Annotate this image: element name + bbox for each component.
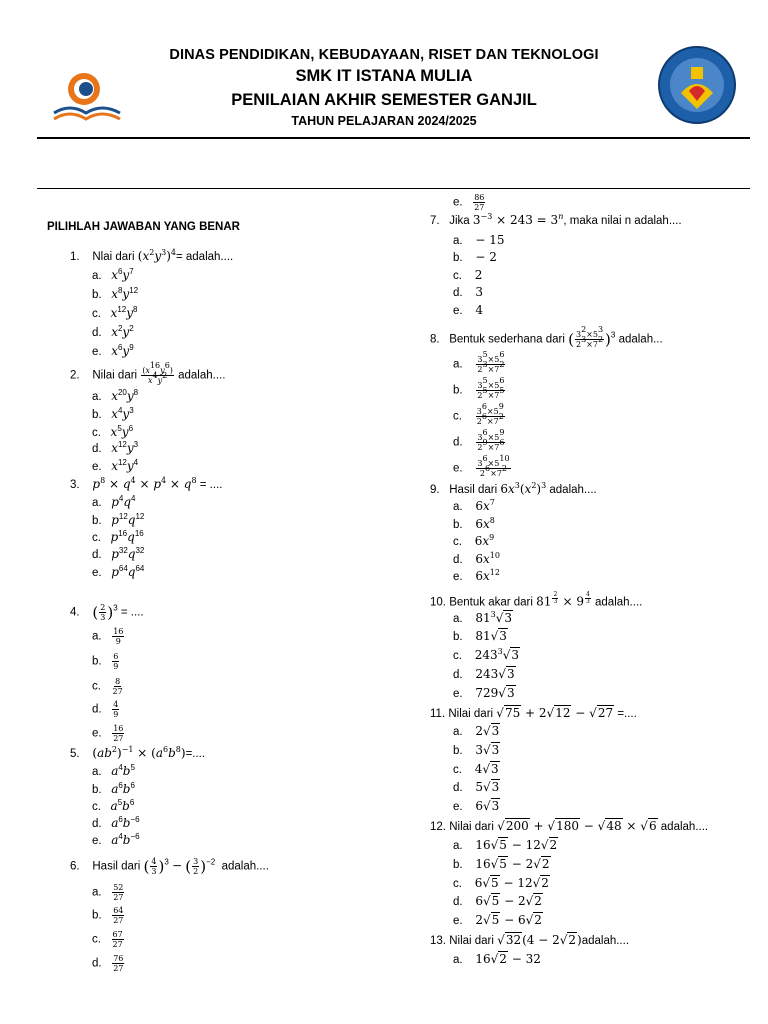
question-3: 3. $p^8 \times q^4 \times p^4 \times q^8$ = .... [70,476,223,491]
option[interactable]: e. 6√3 [453,799,500,813]
option[interactable]: e. $\frac{86}{27}$ [453,193,485,212]
header-school: SMK IT ISTANA MULIA [295,67,473,85]
option[interactable]: a. $81^3√3$ [453,610,513,625]
option[interactable]: d. $\frac{4}{9}$ [92,700,119,719]
option[interactable]: e. $p^{64}q^{64}$ [92,564,145,579]
option[interactable]: d. $p^{32}q^{32}$ [92,546,145,561]
option[interactable]: d. $x^{12}y^3$ [92,440,139,455]
option[interactable]: c. $x^{12}y^8$ [92,305,138,320]
question-9: 9. Hasil dari $6x^3(x^2)^3$ adalah.... [430,481,597,496]
question-11: 11. Nilai dari √75 + 2√12 − √27 =.... [430,706,637,720]
option[interactable]: c. 6√5 − 12√2 [453,876,549,890]
option[interactable]: c. $243^3√3$ [453,647,520,662]
option[interactable]: e. $x^{12}y^4$ [92,458,139,473]
option[interactable]: b. $a^6b^6$ [92,781,135,796]
option[interactable]: b. $\frac{64}{27}$ [92,906,124,925]
option[interactable]: d. $\frac{76}{27}$ [92,954,124,973]
option[interactable]: b. $\frac{6}{9}$ [92,652,119,671]
option[interactable]: a. 16√2 − 32 [453,952,541,966]
header-exam: PENILAIAN AKHIR SEMESTER GANJIL [231,91,537,109]
option[interactable]: d. 6√5 − 2√2 [453,894,542,908]
option[interactable]: c. 4√3 [453,762,499,776]
option[interactable]: c. $x^5y^6$ [92,424,134,439]
option[interactable]: c. 2 [453,268,483,282]
option[interactable]: a. − 15 [453,233,505,247]
question-2: 2. Nilai dari $\frac{(x^{16}y^6)}{x^4y^2}$ adalah.... [70,361,226,385]
option[interactable]: a. $6x^7$ [453,498,495,513]
option[interactable]: d. 5√3 [453,780,500,794]
option[interactable]: b. $x^8y^{12}$ [92,286,139,301]
option[interactable]: c. $6x^9$ [453,533,495,548]
option[interactable]: d. $\frac{3^6\times 5^9}{2^9\times 7^6}$ [453,428,505,452]
option[interactable]: d. 3 [453,285,484,299]
header-rule-thick [37,137,750,139]
option[interactable]: a. $x^6y^7$ [92,267,134,282]
instruction-title: PILIHLAH JAWABAN YANG BENAR [47,221,240,233]
question-8: 8. Bentuk sederhana dari ( $\frac{3^2\times 5^3}{2^3\times 7^2}$ )$^3$ adalah... [430,325,663,349]
option[interactable]: e. $a^4b^{-6}$ [92,832,140,847]
option[interactable]: d. $a^6b^{-6}$ [92,815,140,830]
option[interactable]: c. $\frac{3^6\times 5^9}{2^6\times 7^2}$ [453,402,504,426]
option[interactable]: e. 2√5 − 6√2 [453,913,542,927]
question-6: 6. Hasil dari ( $\frac{4}{3}$ )$^3$ − ( $\frac{3}{2}$ )$^{-2}$ adalah.... [70,857,269,876]
option[interactable]: a. $a^4b^5$ [92,763,135,778]
option[interactable]: b. $6x^8$ [453,516,495,531]
option[interactable]: a. $p^4q^4$ [92,494,136,509]
option[interactable]: a. $x^{20}y^8$ [92,388,139,403]
option[interactable]: e. $6x^{12}$ [453,568,500,583]
question-4: 4. ( $\frac{2}{3}$ )$^3$ = .... [70,603,144,622]
option[interactable]: c. $\frac{67}{27}$ [92,930,123,949]
option[interactable]: e. 4 [453,303,484,317]
option[interactable]: c. $\frac{8}{27}$ [92,677,123,696]
option[interactable]: a. $\frac{52}{27}$ [92,883,124,902]
question-1: 1. Nlai dari $(x^2y^3)^4=$ adalah.... [70,248,234,263]
option[interactable]: d. $6x^{10}$ [453,551,500,566]
option[interactable]: b. 16√5 − 2√2 [453,857,550,871]
option[interactable]: e. $\frac{16}{27}$ [92,724,124,743]
option[interactable]: e. $x^6y^9$ [92,343,134,358]
option[interactable]: b. $\frac{3^5\times 5^6}{2^5\times 7^5}$ [453,376,505,400]
question-7: 7. Jika $3^{-3} \times 243 = 3^n$, maka nilai n adalah.... [430,212,682,227]
header-year: TAHUN PELAJARAN 2024/2025 [291,114,477,128]
header-rule-thin [37,188,750,189]
option[interactable]: b. 3√3 [453,743,500,757]
option[interactable]: c. $p^{16}q^{16}$ [92,529,144,544]
option[interactable]: b. 81√3 [453,629,507,643]
option[interactable]: d. $x^2y^2$ [92,324,134,339]
header-agency: DINAS PENDIDIKAN, KEBUDAYAAN, RISET DAN TEKNOLOGI [169,47,599,63]
option[interactable]: e. $\frac{3^6\times 5^{10}}{2^6\times 7^2}$ [453,454,510,478]
option[interactable]: b. $p^{12}q^{12}$ [92,512,145,527]
option[interactable]: a. $\frac{3^5\times 5^6}{2^3\times 7^2}$ [453,350,505,374]
option[interactable]: a. 2√3 [453,724,500,738]
option[interactable]: b. − 2 [453,250,497,264]
option[interactable]: b. $x^4y^3$ [92,406,134,421]
option[interactable]: a. 16√5 − 12√2 [453,838,558,852]
question-5: 5. $(ab^2)^{-1} \times (a^6b^8)=$.... [70,745,206,760]
option[interactable]: a. $\frac{16}{9}$ [92,627,124,646]
option[interactable]: c. $a^5b^6$ [92,798,135,813]
question-10: 10. Bentuk akar dari 81 $^{\frac{2}{3}}$ × 9 $^{\frac{4}{3}}$ adalah.... [430,591,643,609]
question-12: 12. Nilai dari √200 + √180 − √48 × √6 adalah.... [430,819,709,833]
option[interactable]: e. 729√3 [453,686,515,700]
question-13: 13. Nilai dari √32(4 − 2√2)adalah.... [430,933,630,947]
option[interactable]: d. 243√3 [453,667,515,681]
